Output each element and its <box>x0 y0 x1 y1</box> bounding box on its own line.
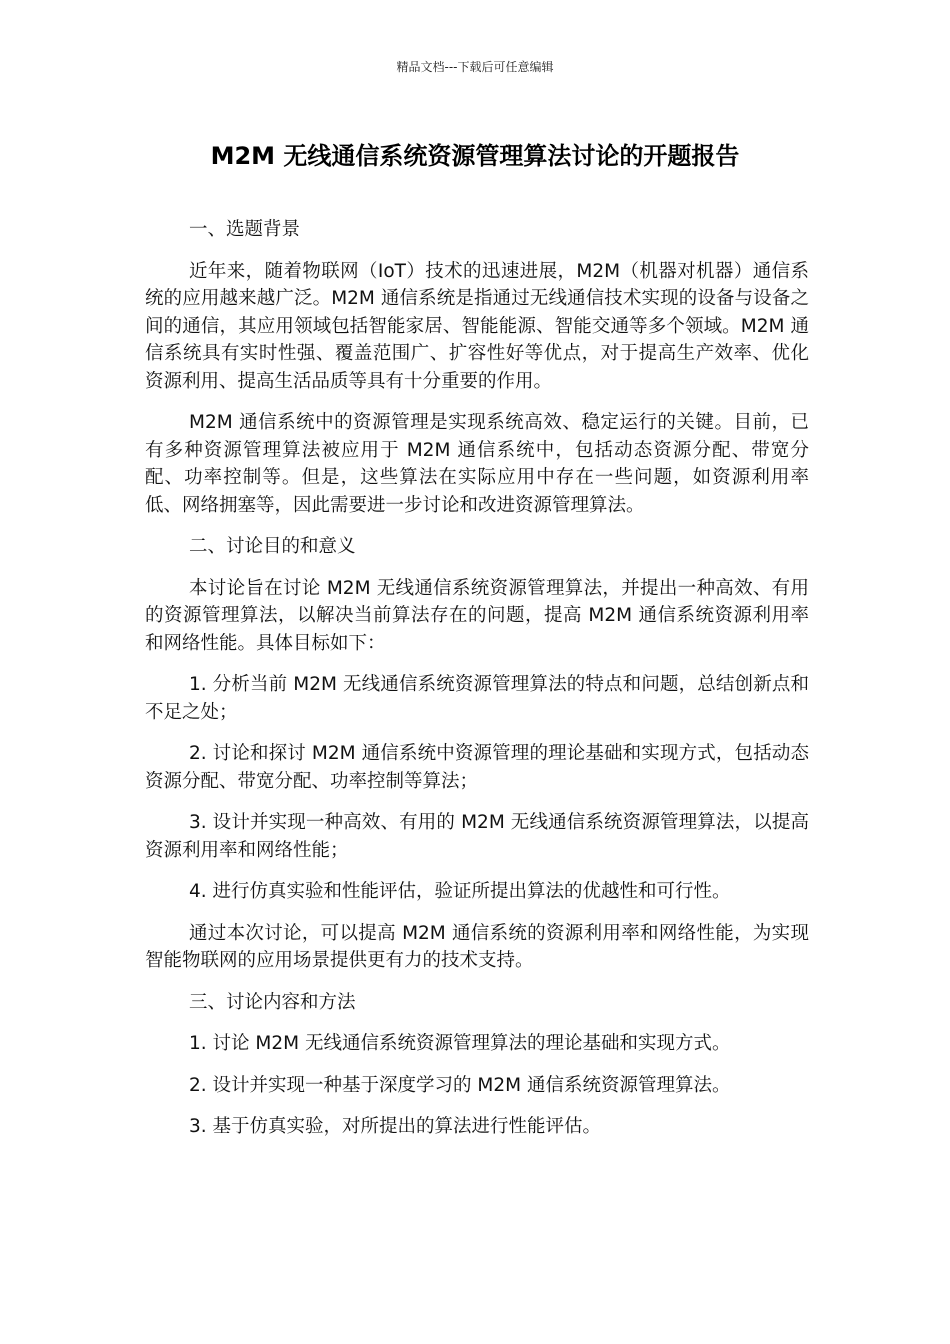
list-item: 1. 讨论 M2M 无线通信系统资源管理算法的理论基础和实现方式。 <box>189 1033 731 1054</box>
list-item: 1. 分析当前 M2M 无线通信系统资源管理算法的特点和问题，总结创新点和不足之处； <box>145 674 809 723</box>
list-item: 2. 讨论和探讨 M2M 通信系统中资源管理的理论基础和实现方式，包括动态资源分配、带宽分配、功率控制等算法； <box>145 743 809 792</box>
list-item: 2. 设计并实现一种基于深度学习的 M2M 通信系统资源管理算法。 <box>189 1074 731 1096</box>
list-item: 3. 基于仿真实验，对所提出的算法进行性能评估。 <box>189 1116 602 1137</box>
section-heading: 二、讨论目的和意义 <box>189 536 356 557</box>
paragraph: 近年来，随着物联网（IoT）技术的迅速进展，M2M（机器对机器）通信系统的应用越来越广泛。M2M 通信系统是指通过无线通信技术实现的设备与设备之间的通信，其应用领域包括智能家居、智能能源、智能交通等多个领域。M2M 通信系统具有实时性强、覆盖范围广、扩容性好等优点，对于提高生产效率、优化资源利用、提高生活品质等具有十分重要的作用。 <box>145 260 809 392</box>
section-heading: 三、讨论内容和方法 <box>189 991 356 1013</box>
page-header: 精品文档---下载后可任意编辑 <box>396 60 554 74</box>
document-body <box>145 216 809 1155</box>
paragraph: 通过本次讨论，可以提高 M2M 通信系统的资源利用率和网络性能，为实现智能物联网的应用场景提供更有力的技术支持。 <box>145 922 809 971</box>
document-title: M2M 无线通信系统资源管理算法讨论的开题报告 <box>210 142 740 170</box>
list-item: 4. 进行仿真实验和性能评估，验证所提出算法的优越性和可行性。 <box>189 881 731 902</box>
paragraph: 本讨论旨在讨论 M2M 无线通信系统资源管理算法，并提出一种高效、有用的资源管理算法，以解决当前算法存在的问题，提高 M2M 通信系统资源利用率和网络性能。具体目标如下： <box>145 577 809 654</box>
paragraph: M2M 通信系统中的资源管理是实现系统高效、稳定运行的关键。目前，已有多种资源管理算法被应用于 M2M 通信系统中，包括动态资源分配、带宽分配、功率控制等。但是，这些算法在实际应用中存在一些问题，如资源利用率低、网络拥塞等，因此需要进一步讨论和改进资源管理算法。 <box>145 412 809 516</box>
list-item: 3. 设计并实现一种高效、有用的 M2M 无线通信系统资源管理算法，以提高资源利用率和网络性能； <box>145 812 809 861</box>
section-heading: 一、选题背景 <box>189 219 301 240</box>
